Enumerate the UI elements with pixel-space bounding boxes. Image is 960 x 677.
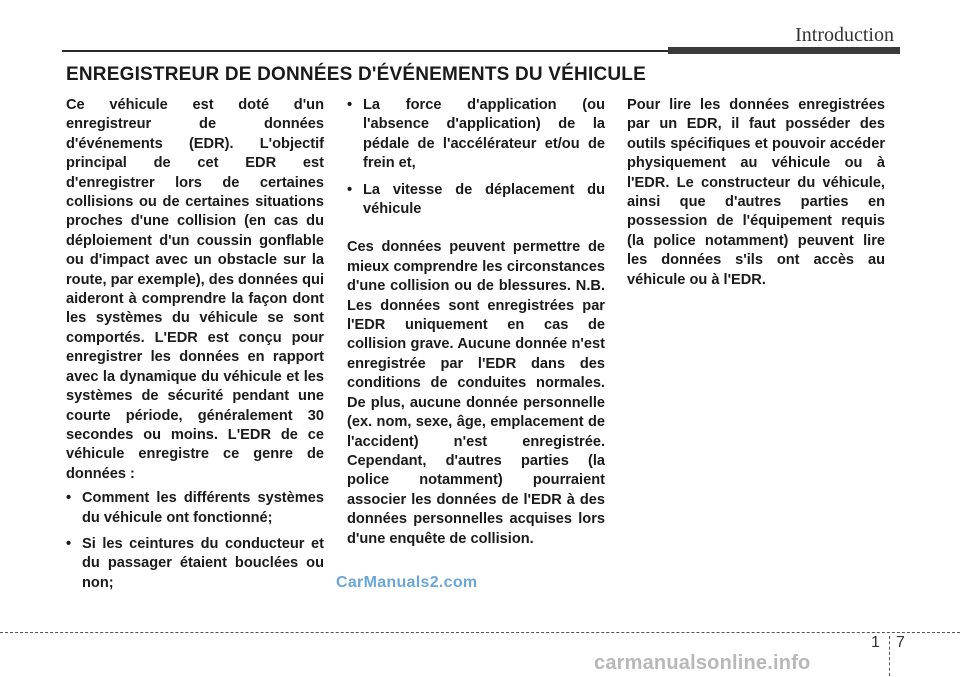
list-item-text: La force d'application (ou l'absence d'application) de la pédale de l'accélérateur et/ou de frein et, bbox=[363, 97, 605, 172]
section-title: ENREGISTREUR DE DONNÉES D'ÉVÉNEMENTS DU VÉHICULE bbox=[66, 64, 646, 85]
header-rule-thick bbox=[668, 47, 900, 54]
list-item bbox=[66, 489, 324, 528]
page-header-title: Introduction bbox=[795, 24, 894, 46]
footer-dashed-rule bbox=[0, 632, 960, 633]
intro-paragraph: Ce véhicule est doté d'un enregistreur de données d'événements (EDR). L'objectif principal de cet EDR est d'enregistrer lors de certaines collisions ou de certaines situations proches d'une collision (en cas du déploiement d'un coussin gonflable ou d'impact avec un obstacle sur la route, par exemple), des données qui aideront à comprendre la façon dont les systèmes du véhicule se sont comportés. L'EDR est conçu pour enregistrer les données en rapport avec la dynamique du véhicule et les systèmes de sécurité pendant une courte période, généralement 30 secondes ou moins. L'EDR de ce véhicule enregistre ce genre de données : bbox=[66, 97, 324, 482]
recorded-data-list-2 bbox=[347, 96, 605, 219]
header-rule-thin bbox=[62, 50, 668, 52]
list-item bbox=[347, 96, 605, 174]
bullet-icon: • bbox=[66, 535, 72, 552]
spacer bbox=[347, 226, 605, 238]
access-paragraph: Pour lire les données enregistrées par un EDR, il faut posséder des outils spécifiques et pouvoir accéder physiquement au véhicule ou à l'EDR. Le constructeur du véhicule, ainsi que d'autres parties en possession de l'équipement requis (la police notamment) peuvent lire les données s'ils ont accès au véhicule ou à l'EDR. bbox=[627, 97, 885, 288]
page-number-divider bbox=[889, 636, 890, 676]
purpose-paragraph: Ces données peuvent permettre de mieux comprendre les circonstances d'une collision ou de blessures. N.B. Les données sont enregistrées par l'EDR uniquement en cas de collision grave. Aucune donnée n'est enregistrée par l'EDR dans des conditions de conduites normales. De plus, aucune donnée personnelle (ex. nom, sexe, âge, emplacement de l'accident) n'est enregistrée. Cependant, d'autres parties (la police notamment) pourraient associer les données de l'EDR à des données personnelles acquises lors d'une enquête de collision. bbox=[347, 239, 605, 547]
bullet-icon: • bbox=[347, 181, 353, 198]
text-column-3 bbox=[627, 96, 885, 290]
text-column-1 bbox=[66, 96, 324, 600]
watermark-link[interactable]: CarManuals2.com bbox=[336, 574, 478, 591]
bullet-icon: • bbox=[66, 490, 72, 507]
list-item bbox=[66, 535, 324, 593]
page-number: 7 bbox=[896, 634, 905, 651]
recorded-data-list-1 bbox=[66, 489, 324, 593]
bullet-icon: • bbox=[347, 97, 353, 113]
list-item bbox=[347, 181, 605, 220]
list-item-text: Si les ceintures du conducteur et du passager étaient bouclées ou non; bbox=[82, 535, 324, 591]
list-item-text: Comment les différents systèmes du véhicule ont fonctionné; bbox=[82, 490, 324, 526]
footer-site-watermark[interactable]: carmanualsonline.info bbox=[594, 652, 811, 674]
chapter-number: 1 bbox=[871, 634, 880, 651]
list-item-text: La vitesse de déplacement du véhicule bbox=[363, 181, 605, 218]
text-column-2 bbox=[347, 96, 605, 549]
